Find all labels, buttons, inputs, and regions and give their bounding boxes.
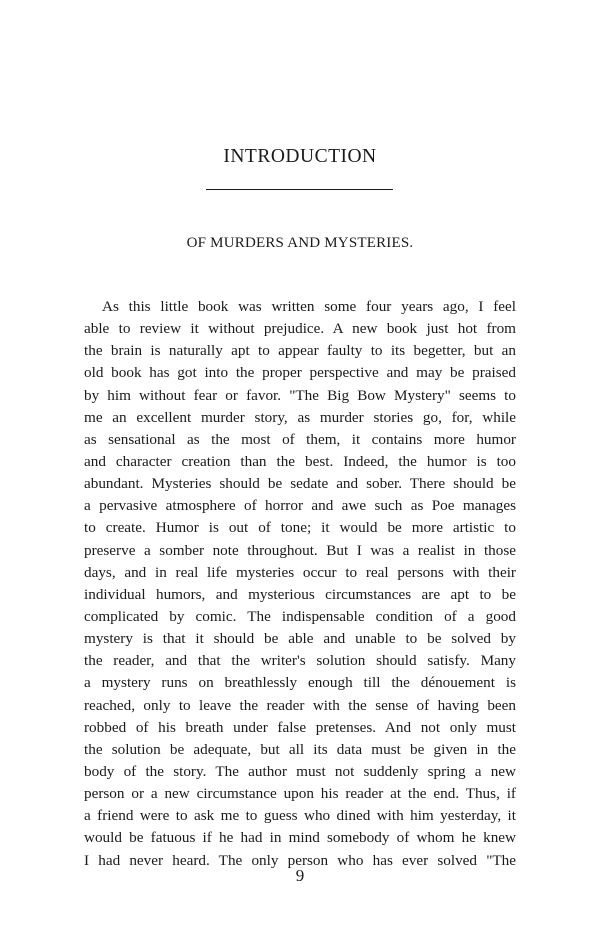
text-line: able to review it without prejudice. A new book just hot from [84, 320, 516, 338]
text-line: a pervasive atmosphere of horror and awe such as Poe manages [84, 497, 516, 515]
text-line: the reader, and that the writer's solution should satisfy. Many [84, 652, 516, 670]
text-line: I had never heard. The only person who has ever solved "The [84, 851, 516, 869]
text-line: robbed of his breath under false pretenses. And not only must [84, 718, 516, 736]
text-line: the brain is naturally apt to appear faulty to its begetter, but an [84, 342, 516, 360]
body-text [84, 296, 516, 872]
page-number: 9 [295, 866, 305, 885]
text-line: mystery is that it should be able and unable to be solved by [84, 630, 516, 648]
text-line: me an excellent murder story, as murder stories go, for, while [84, 408, 516, 426]
text-line: complicated by comic. The indispensable condition of a good [84, 607, 516, 625]
text-line: preserve a somber note throughout. But I was a realist in those [84, 541, 516, 559]
title-rule [206, 189, 393, 190]
text-line: would be fatuous if he had in mind somebody of whom he knew [84, 829, 516, 847]
text-line: individual humors, and mysterious circumstances are apt to be [84, 585, 516, 603]
chapter-subtitle: OF MURDERS AND MYSTERIES. [186, 235, 414, 251]
text-line: body of the story. The author must not suddenly spring a new [84, 762, 516, 780]
text-line: a mystery runs on breathlessly enough till the dénouement is [84, 674, 516, 692]
text-line: As this little book was written some four years ago, I feel [102, 298, 516, 315]
text-line: to create. Humor is out of tone; it would be more artistic to [84, 519, 516, 537]
text-line: by him without fear or favor. "The Big Bow Mystery" seems to [84, 386, 516, 404]
text-line: reached, only to leave the reader with the sense of having been [84, 696, 516, 714]
text-line: abundant. Mysteries should be sedate and sober. There should be [84, 475, 516, 493]
text-line: the solution be adequate, but all its data must be given in the [84, 740, 516, 758]
text-line: a friend were to ask me to guess who dined with him yesterday, it [84, 807, 516, 825]
text-line: person or a new circumstance upon his reader at the end. Thus, if [84, 785, 516, 803]
text-line: and character creation than the best. Indeed, the humor is too [84, 452, 516, 470]
text-line: old book has got into the proper perspective and may be praised [84, 364, 516, 382]
text-line: as sensational as the most of them, it contains more humor [84, 430, 516, 448]
text-line: days, and in real life mysteries occur to real persons with their [84, 563, 516, 581]
chapter-title: INTRODUCTION [223, 146, 377, 167]
